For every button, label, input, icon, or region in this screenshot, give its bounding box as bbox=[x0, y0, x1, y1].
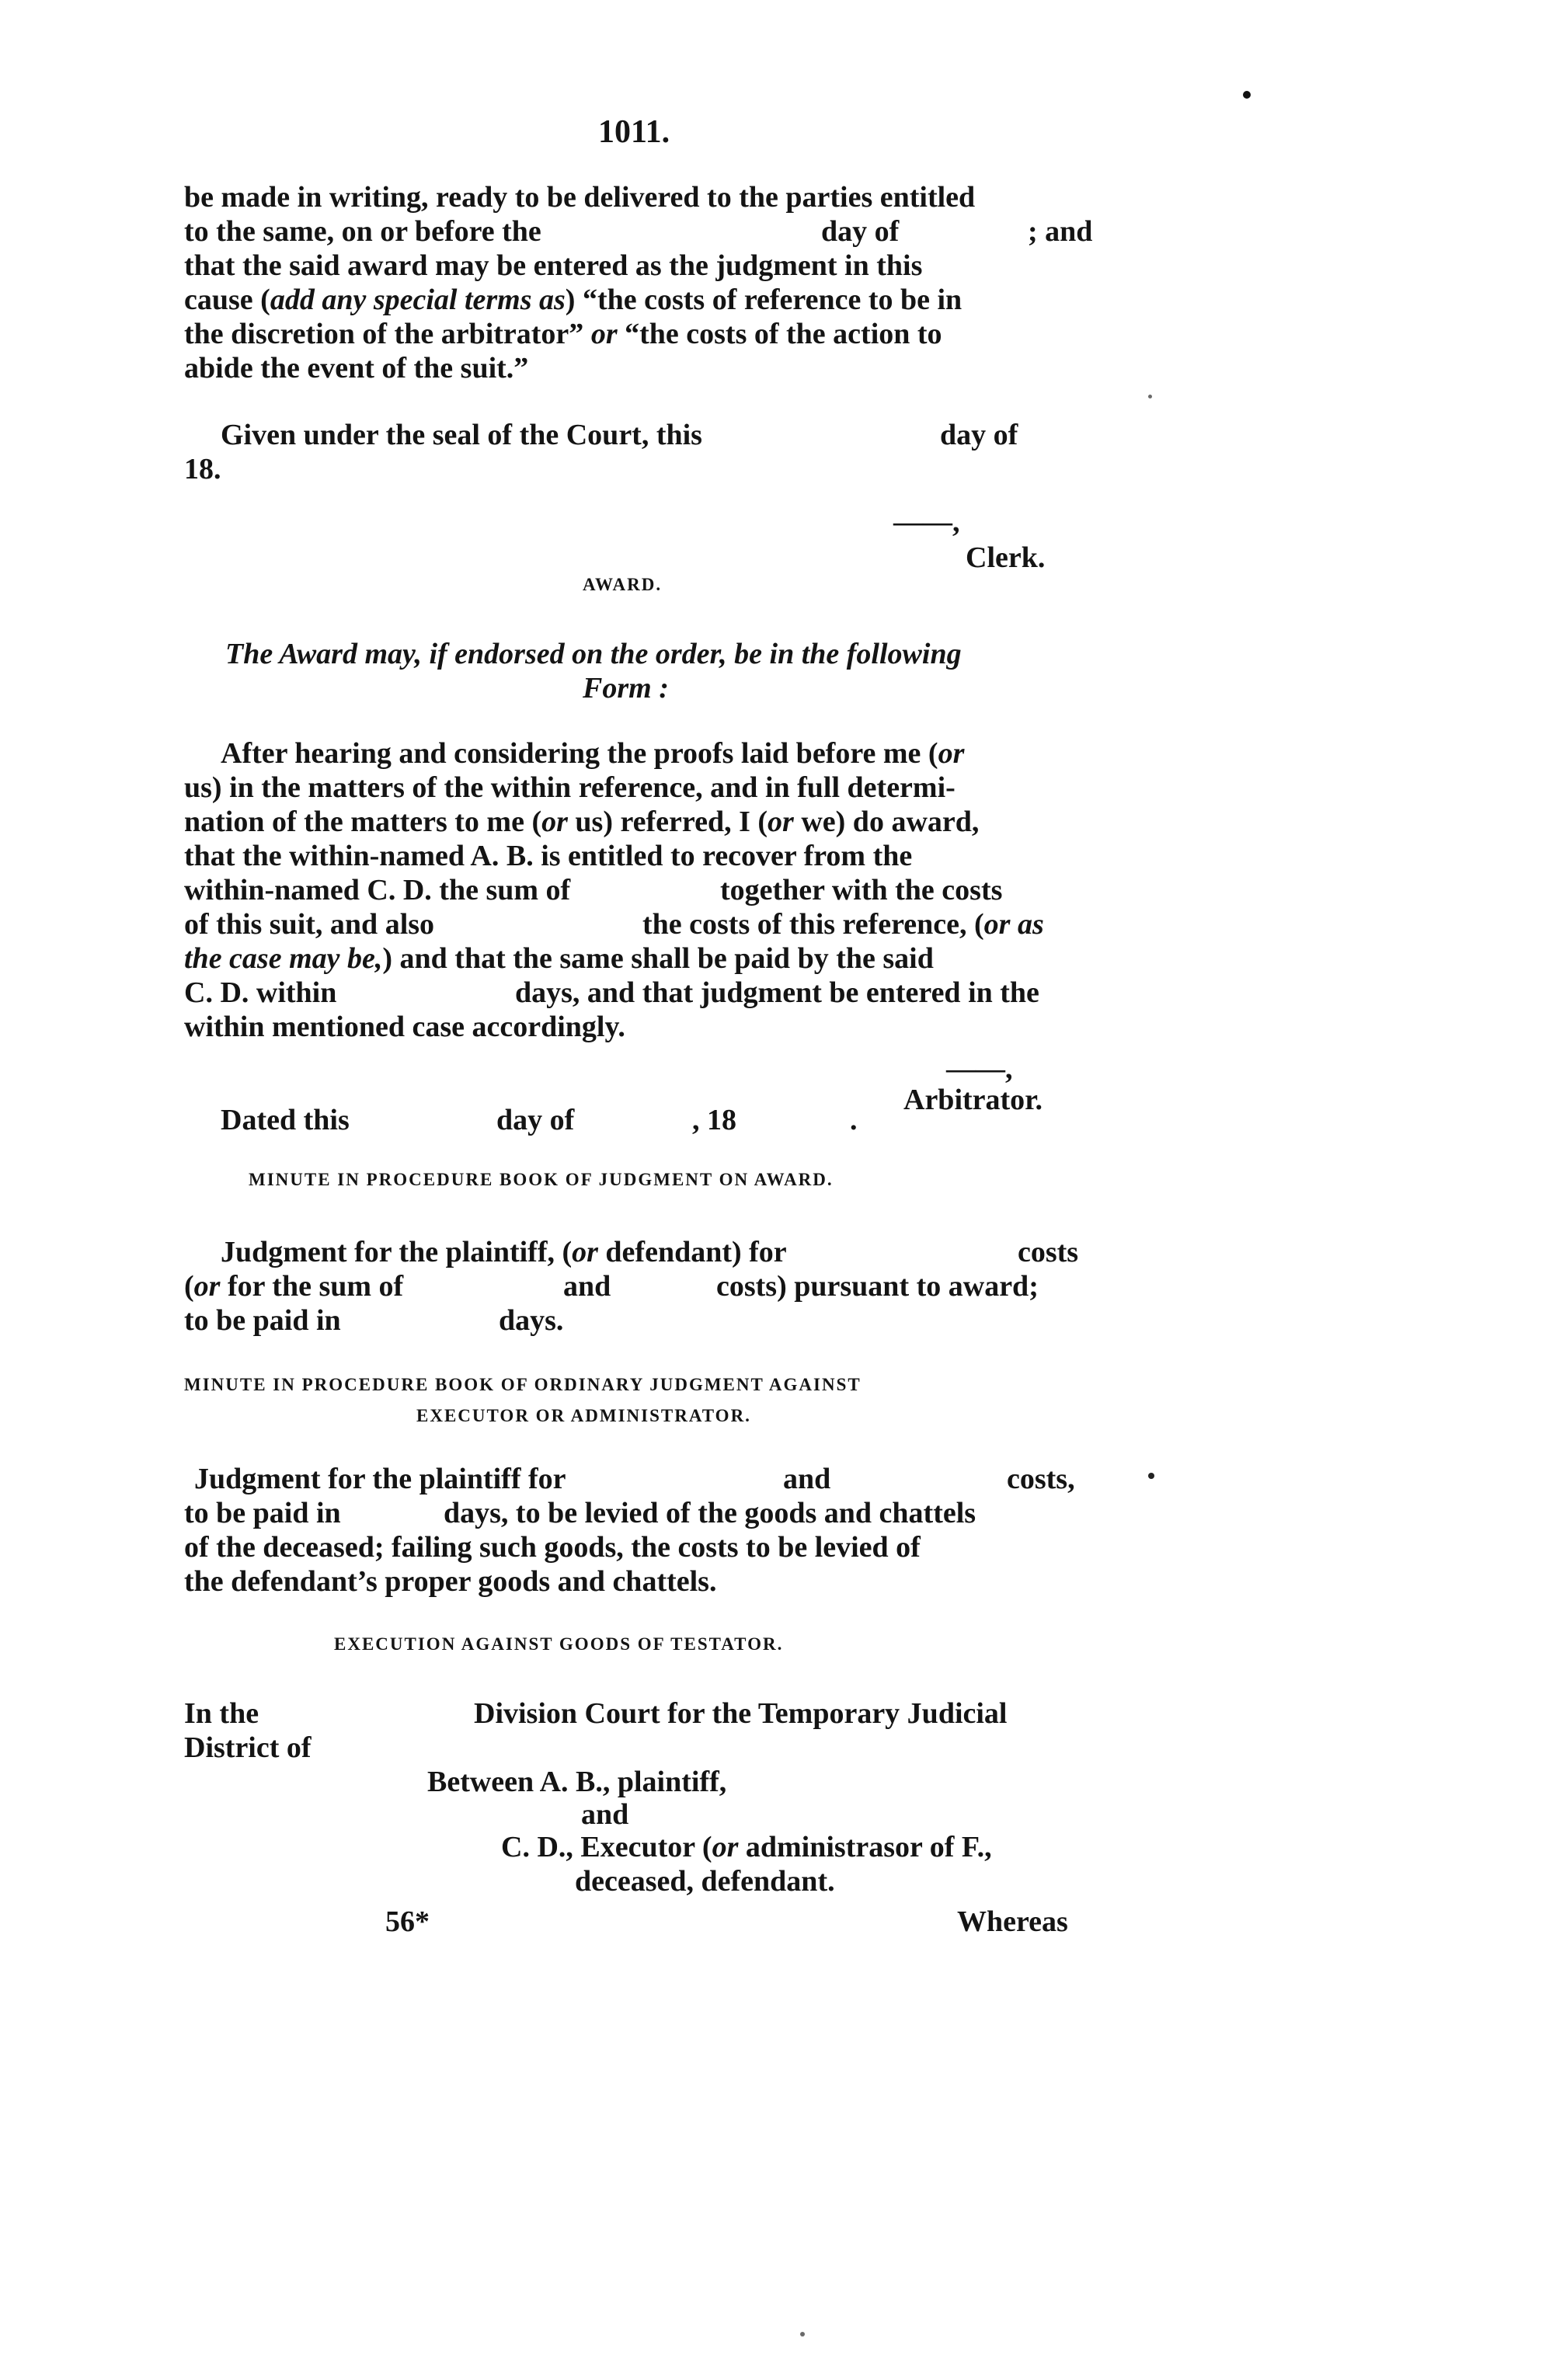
award-text: within-named C. D. the sum of bbox=[184, 874, 571, 906]
award-line bbox=[184, 941, 934, 976]
order-line bbox=[184, 317, 942, 351]
order-line bbox=[184, 283, 962, 317]
given-text: Given under the seal of the Court, this bbox=[221, 419, 702, 451]
minute-text: ( bbox=[184, 1270, 194, 1303]
minute-text: days. bbox=[499, 1304, 564, 1337]
given-line bbox=[221, 418, 1018, 452]
award-text bbox=[642, 907, 1044, 941]
award-line bbox=[184, 907, 1044, 941]
dated-text: , 18 bbox=[692, 1104, 736, 1136]
executor-minute-line bbox=[184, 1496, 976, 1530]
order-text: “the costs of the action to bbox=[617, 318, 942, 350]
executor-text: Judgment for the plaintiff for bbox=[194, 1463, 566, 1495]
order-text: the discretion of the arbitrator” bbox=[184, 318, 591, 350]
award-line bbox=[184, 976, 1039, 1010]
minute-line bbox=[221, 1235, 1079, 1269]
italic-or: or bbox=[768, 806, 794, 838]
dated-text: . bbox=[850, 1104, 858, 1136]
award-text: together with the costs bbox=[720, 874, 1003, 906]
award-line bbox=[184, 805, 979, 839]
order-line bbox=[184, 214, 1093, 249]
clerk-signature-dash: ——, bbox=[893, 506, 960, 538]
executor-minute-line: the defendant’s proper goods and chattels. bbox=[184, 1565, 717, 1598]
execution-line: deceased, defendant. bbox=[575, 1865, 835, 1898]
speck-mark bbox=[800, 2332, 805, 2337]
award-text: C. D. within bbox=[184, 976, 337, 1009]
italic-or: or bbox=[541, 806, 568, 838]
italic-or: or bbox=[572, 1236, 598, 1268]
award-line bbox=[184, 873, 1003, 907]
minute-text: and bbox=[563, 1270, 611, 1303]
award-intro: Form : bbox=[583, 672, 669, 705]
executor-minute-line: of the deceased; failing such goods, the costs to be levied of bbox=[184, 1531, 921, 1564]
order-line-text: day of bbox=[821, 215, 900, 248]
signature-mark: 56* bbox=[385, 1905, 430, 1938]
minute-text: Judgment for the plaintiff, ( bbox=[221, 1236, 573, 1268]
execution-line: Between A. B., plaintiff, bbox=[427, 1766, 727, 1798]
minute-line bbox=[184, 1303, 564, 1338]
dated-line bbox=[221, 1103, 858, 1137]
italic-or-as: or as bbox=[983, 908, 1044, 941]
award-intro: The Award may, if endorsed on the order, be in the following bbox=[225, 638, 962, 670]
section-heading-minute-award: MINUTE IN PROCEDURE BOOK OF JUDGMENT ON AWARD. bbox=[249, 1170, 834, 1189]
award-line: within mentioned case accordingly. bbox=[184, 1011, 625, 1043]
minute-line bbox=[184, 1269, 1039, 1303]
award-text: us) referred, I ( bbox=[567, 806, 768, 838]
executor-text: days, to be levied of the goods and chattels bbox=[444, 1497, 976, 1529]
execution-line: and bbox=[581, 1798, 629, 1831]
award-text: of this suit, and also bbox=[184, 908, 435, 941]
order-line-text: be made in writing, ready to be delivered to the parties entitled bbox=[184, 181, 976, 214]
given-year: 18. bbox=[184, 453, 221, 485]
award-text: ) and that the same shall be paid by the said bbox=[382, 942, 934, 975]
page-number: 1011. bbox=[598, 114, 670, 150]
executor-text: costs, bbox=[1007, 1463, 1075, 1495]
executor-text: and bbox=[783, 1463, 831, 1495]
order-line bbox=[184, 180, 1093, 214]
catchword: Whereas bbox=[957, 1905, 1068, 1938]
executor-minute-line bbox=[194, 1462, 1075, 1496]
italic-instruction: add any special terms as bbox=[270, 284, 566, 316]
award-text: we) do award, bbox=[793, 806, 980, 838]
award-text: nation of the matters to me ( bbox=[184, 806, 542, 838]
execution-line bbox=[184, 1696, 1008, 1731]
dated-text: Dated this bbox=[221, 1104, 350, 1136]
award-line: us) in the matters of the within reference, and in full determi- bbox=[184, 771, 956, 804]
execution-line: District of bbox=[184, 1731, 312, 1764]
section-heading-minute-executor: EXECUTOR OR ADMINISTRATOR. bbox=[416, 1406, 751, 1425]
clerk-label: Clerk. bbox=[966, 541, 1046, 574]
section-heading-award: AWARD. bbox=[583, 575, 663, 594]
executor-text: to be paid in bbox=[184, 1497, 341, 1529]
award-text: After hearing and considering the proofs laid before me ( bbox=[221, 737, 938, 770]
section-heading-minute-executor: MINUTE IN PROCEDURE BOOK OF ORDINARY JUDGMENT AGAINST bbox=[184, 1375, 862, 1394]
italic-or: or bbox=[193, 1270, 221, 1303]
order-text: cause ( bbox=[184, 284, 270, 316]
arbitrator-label: Arbitrator. bbox=[903, 1084, 1043, 1116]
arbitrator-signature-dash: ——, bbox=[946, 1053, 1013, 1085]
speck-mark bbox=[1148, 395, 1152, 398]
execution-text: C. D., Executor ( bbox=[501, 1831, 712, 1863]
award-text: days, and that judgment be entered in the bbox=[515, 976, 1039, 1009]
order-line-text: to the same, on or before the bbox=[184, 215, 541, 248]
speck-mark bbox=[1243, 91, 1251, 99]
order-text: ) “the costs of reference to be in bbox=[565, 284, 962, 316]
section-heading-execution: EXECUTION AGAINST GOODS OF TESTATOR. bbox=[334, 1634, 784, 1654]
award-text: the costs of this reference, ( bbox=[642, 908, 984, 941]
minute-text: costs) pursuant to award; bbox=[716, 1270, 1039, 1303]
execution-text: In the bbox=[184, 1697, 259, 1730]
execution-line bbox=[501, 1830, 992, 1864]
speck-mark bbox=[1148, 1473, 1154, 1479]
italic-or: or bbox=[590, 318, 618, 350]
given-text: day of bbox=[940, 419, 1018, 451]
execution-text: administrasor of F., bbox=[738, 1831, 992, 1863]
minute-text: for the sum of bbox=[220, 1270, 404, 1303]
dated-text: day of bbox=[496, 1104, 575, 1136]
order-line: that the said award may be entered as the judgment in this bbox=[184, 249, 923, 282]
order-line-text: ; and bbox=[1028, 215, 1093, 248]
italic-or: or bbox=[938, 737, 965, 770]
execution-text: Division Court for the Temporary Judicial bbox=[474, 1697, 1008, 1730]
italic-or: or bbox=[712, 1831, 739, 1863]
order-line: abide the event of the suit.” bbox=[184, 352, 529, 384]
italic-case: the case may be, bbox=[184, 942, 383, 975]
minute-text: to be paid in bbox=[184, 1304, 341, 1337]
award-line bbox=[221, 736, 964, 771]
minute-text: defendant) for bbox=[597, 1236, 787, 1268]
award-line: that the within-named A. B. is entitled to recover from the bbox=[184, 840, 913, 872]
minute-text: costs bbox=[1018, 1236, 1079, 1268]
